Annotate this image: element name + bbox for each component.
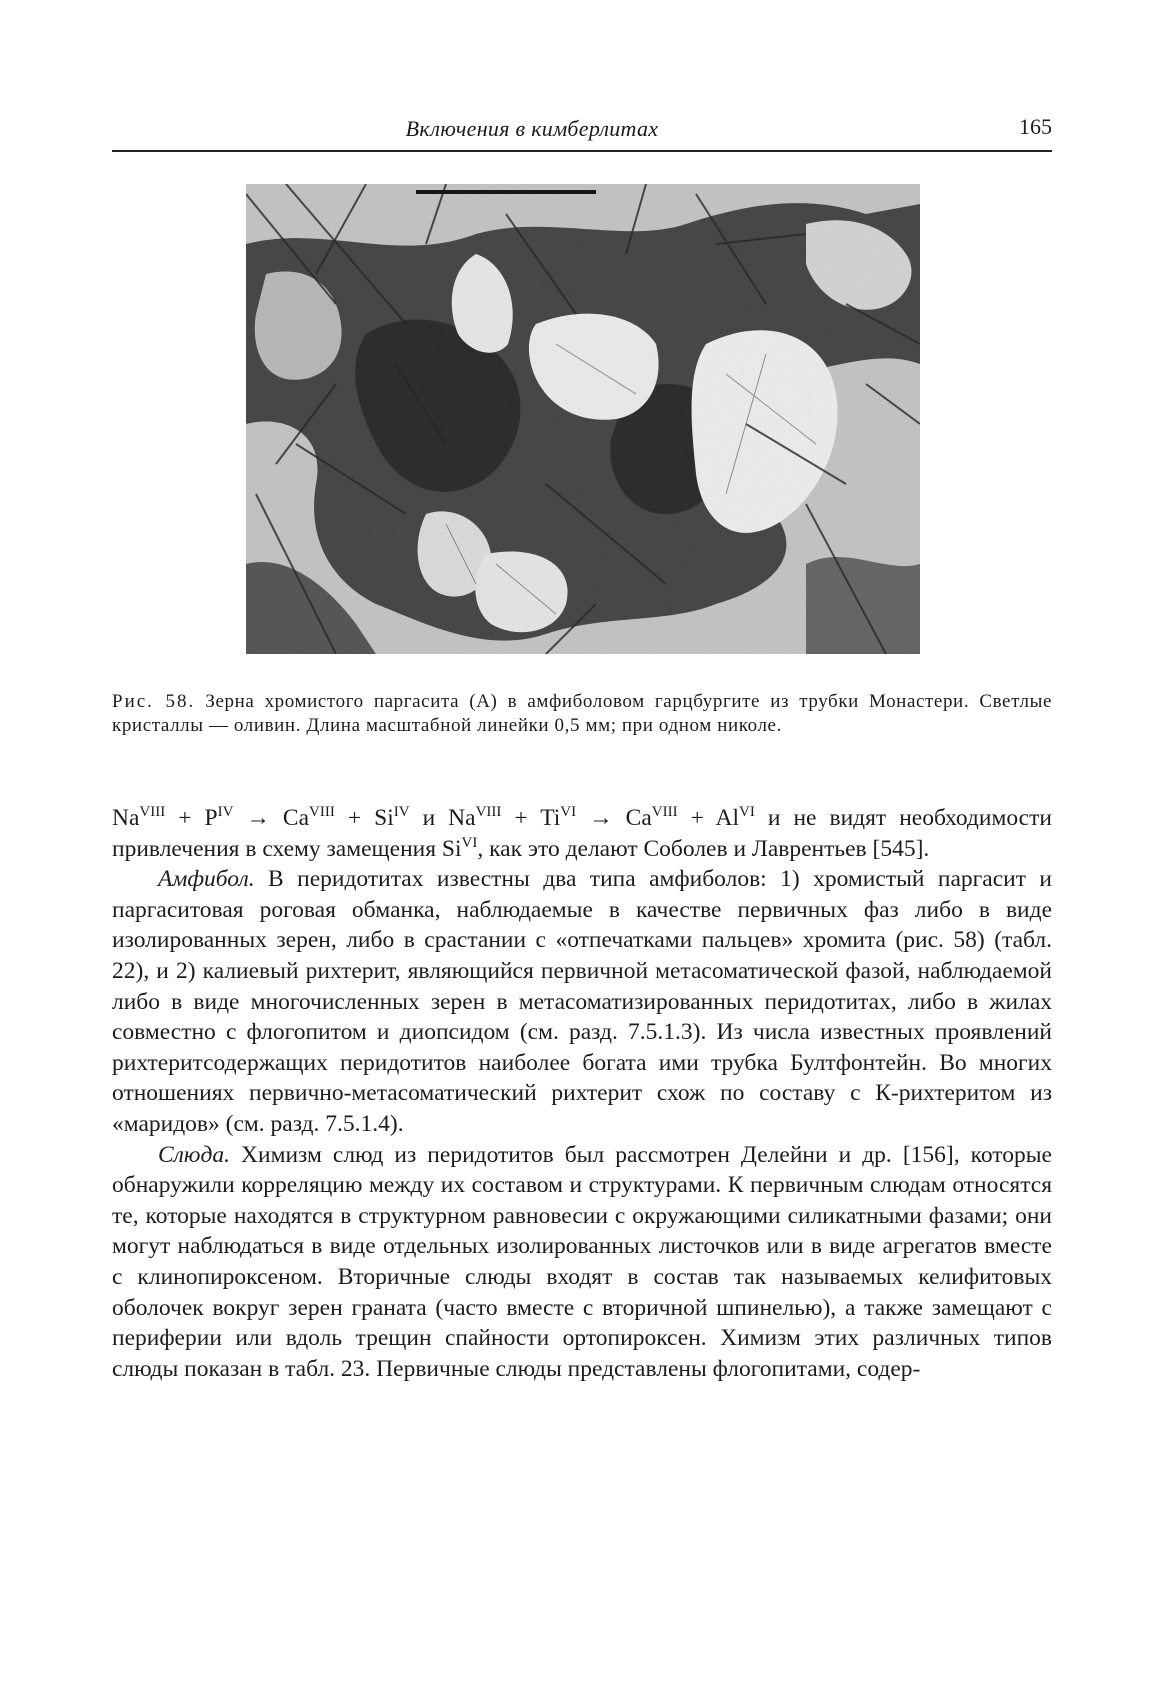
formula-na-sup: VIII bbox=[139, 804, 166, 820]
formula-tail2: , как это делают Соболев и Лаврентьев [545]. bbox=[477, 835, 930, 862]
formula-ca: Ca bbox=[282, 805, 310, 831]
formula-ca2-sup: VIII bbox=[651, 804, 678, 820]
figure-caption-text: Зерна хромистого паргасита (A) в амфиболовом гарцбургите из трубки Монастери. Светлые кристаллы — оливин. Длина масштабной линейки 0,5 мм; при одном николе. bbox=[112, 691, 1052, 736]
formula-p: P bbox=[204, 805, 218, 831]
formula-al-sup: VI bbox=[739, 804, 755, 820]
figure-caption bbox=[112, 690, 1052, 738]
figure-micrograph bbox=[246, 184, 920, 654]
formula-na2-sup: VIII bbox=[475, 804, 502, 820]
formula-ca-sup: VIII bbox=[309, 804, 335, 820]
formula-paragraph bbox=[112, 803, 1052, 864]
formula-plus: + bbox=[677, 805, 716, 831]
formula-plus: + bbox=[501, 805, 541, 831]
formula-ti: Ti bbox=[540, 805, 561, 831]
formula-si2-sup: VI bbox=[461, 834, 478, 851]
micrograph-image bbox=[246, 184, 920, 654]
formula-ca2: Ca bbox=[625, 805, 652, 831]
paragraph-mica bbox=[112, 1140, 1052, 1385]
formula-plus: + bbox=[165, 805, 205, 831]
running-header bbox=[112, 110, 1052, 152]
formula-na: Na bbox=[112, 805, 140, 831]
formula-na2: Na bbox=[448, 805, 476, 831]
formula-ti-sup: VI bbox=[560, 804, 577, 820]
amphibole-text: В перидотитах известны два типа амфиболов: 1) хромистый паргасит и паргаситовая роговая обманка, наблюдаемые в качестве первичных фаз либо в виде изолированных зерен, либо в срастании с «отпечатками пальцев» хромита (рис. 58) (табл. 22), и 2) калиевый рихтерит, являющийся первичной метасоматической фазой, наблюдаемой либо в виде многочисленных зерен в метасоматизированных перидотитах, либо в жилах совместно с флогопитом и диопсидом (см. разд. 7.5.1.3). Из числа известных проявлений рихтеритсодержащих перидотитов наиболее богата ими трубка Бултфонтейн. Во многих отношениях первично-метасоматический рихтерит схож по составу с К-рихтеритом из «маридов» (см. разд. 7.5.1.4). bbox=[112, 866, 1052, 1137]
page-number: 165 bbox=[1019, 114, 1052, 139]
formula-tail: и не видят необходимости привлечения в схему замещения bbox=[112, 805, 1052, 862]
figure-label: Рис. 58. bbox=[112, 691, 196, 712]
formula-plus: + bbox=[334, 805, 375, 831]
running-title: Включения в кимберлитах bbox=[405, 116, 659, 141]
main-text bbox=[112, 803, 1052, 1384]
formula-si-sup: IV bbox=[393, 804, 410, 820]
formula-si2: Si bbox=[441, 835, 462, 862]
mica-heading: Слюда. bbox=[158, 1141, 231, 1168]
formula-si: Si bbox=[374, 805, 394, 831]
mica-text: Химизм слюд из перидотитов был рассмотрен Делейни и др. [156], которые обнаружили корреляцию между их составом и структурами. К первичным слюдам относятся те, которые находятся в структурном равновесии с окружающими силикатными фазами; они могут наблюдаться в виде отдельных изолированных листочков или в виде агрегатов вместе с клинопироксеном. Вторичные слюды входят в состав так называемых келифитовых оболочек вокруг зерен граната (часто вместе с вторичной шпинелью), а также замещают с периферии или вдоль трещин спайности ортопироксен. Химизм этих различных типов слюды показан в табл. 23. Первичные слюды представлены флогопитами, содер- bbox=[112, 1141, 1052, 1382]
formula-p-sup: IV bbox=[217, 804, 234, 820]
amphibole-heading: Амфибол. bbox=[158, 866, 255, 893]
formula-al: Al bbox=[715, 805, 740, 831]
formula-arrow: → bbox=[233, 805, 283, 831]
formula-and: и bbox=[409, 805, 449, 831]
formula-arrow: → bbox=[576, 805, 626, 831]
paragraph-amphibole bbox=[112, 864, 1052, 1139]
